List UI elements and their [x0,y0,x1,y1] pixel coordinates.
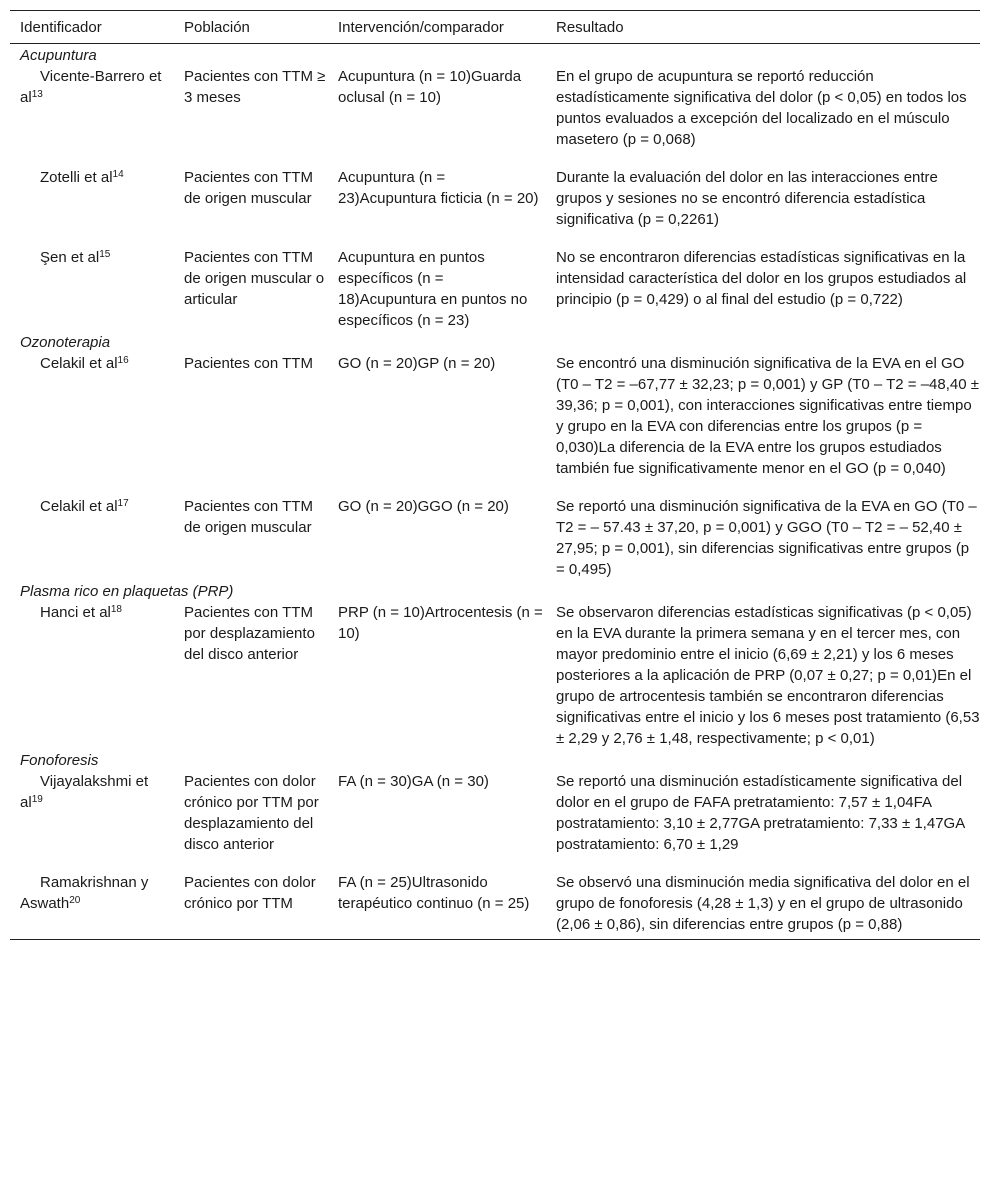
header-resultado: Resultado [546,11,980,44]
reference-number: 19 [31,794,43,805]
table-row [10,872,980,940]
result-cell: Se encontró una disminución significativa de la EVA en el GO (T0 – T2 = –67,77 ± 32,23; p = 0,001) y GP (T0 – T2 = –48,40 ± 39,36; p = 0,001), con interacciones significativas entre tiempo y grupo en la EVA con diferencias entre los grupos (p = 0,030)La diferencia de la EVA entre los grupos estudiados también fue significativamente menor en el GO (p = 0,040) [556,355,979,477]
population-cell: Pacientes con TTM de origen muscular o articular [184,249,325,308]
identifier-cell [10,872,174,940]
table-row [10,247,980,331]
category-row [10,580,980,602]
table-row [10,353,980,496]
reference-number: 16 [117,355,129,366]
header-intervencion: Intervención/comparador [328,11,546,44]
category-acupuntura: Acupuntura [20,47,97,64]
reference-number: 15 [99,249,111,260]
evidence-table [10,10,980,940]
result-cell: Se reportó una disminución estadísticamente significativa del dolor en el grupo de FAFA pretratamiento: 7,57 ± 1,04FA postratamiento: 3,10 ± 2,77GA pretratamiento: 7,33 ± 1,47GA postratamiento: 6,70 ± 1,29 [556,773,965,853]
population-cell: Pacientes con TTM ≥ 3 meses [184,68,326,106]
author-name: Ramakrishnan y Aswath [20,874,149,912]
intervention-cell: Acupuntura en puntos específicos (n = 18)Acupuntura en puntos no específicos (n = 23) [338,249,528,329]
result-cell: No se encontraron diferencias estadísticas significativas en la intensidad característica del dolor en los grupos estudiados al principio (p = 0,429) o al final del estudio (p = 0,722) [556,249,967,308]
author-name: Vijayalakshmi et al [20,773,149,811]
table-row [10,771,980,872]
reference-number: 18 [110,604,122,615]
table-row [10,66,980,167]
intervention-cell: Acupuntura (n = 10)Guarda oclusal (n = 10) [338,68,522,106]
identifier-cell [10,66,174,167]
result-cell: Se observaron diferencias estadísticas significativas (p < 0,05) en la EVA durante la primera semana y en el tercer mes, con mayor predominio entre el inicio (6,69 ± 2,21) y los 6 meses posteriores a la aplicación de PRP (0,07 ± 0,27; p = 0,01)En el grupo de artrocentesis también se encontraron diferencias significativas entre el inicio y los 6 meses post tratamiento (6,53 ± 2,29 y 2,76 ± 1,48, respectivamente; p < 0,01) [556,604,980,747]
result-cell: Durante la evaluación del dolor en las interacciones entre grupos y sesiones no se encontró diferencia estadística significativa (p = 0,2261) [556,169,938,228]
author-name: Vicente-Barrero et al [20,68,162,106]
category-fonoforesis: Fonoforesis [20,752,99,769]
identifier-cell [10,247,174,331]
intervention-cell: FA (n = 25)Ultrasonido terapéutico continuo (n = 25) [328,872,546,940]
identifier-cell [10,496,174,580]
reference-number: 20 [69,895,81,906]
identifier-cell [10,167,174,247]
category-row [10,749,980,771]
population-cell: Pacientes con TTM de origen muscular [184,169,313,207]
reference-number: 17 [117,498,129,509]
table-header [10,11,980,44]
result-cell: En el grupo de acupuntura se reportó reducción estadísticamente significativa del dolor (p < 0,05) en todos los puntos evaluados a excepción del localizado en el músculo masetero (p = 0,068) [556,68,967,148]
author-name: Hanci et al [40,604,111,621]
table-row [10,167,980,247]
table-row [10,496,980,580]
intervention-cell: PRP (n = 10)Artrocentesis (n = 10) [338,604,543,642]
intervention-cell: GO (n = 20)GP (n = 20) [338,355,496,372]
header-poblacion: Población [174,11,328,44]
intervention-cell: GO (n = 20)GGO (n = 20) [338,498,509,515]
reference-number: 13 [31,89,43,100]
category-row [10,331,980,353]
author-name: Zotelli et al [40,169,113,186]
identifier-cell [10,602,174,749]
identifier-cell [10,353,174,496]
category-prp: Plasma rico en plaquetas (PRP) [20,583,234,600]
population-cell: Pacientes con TTM por desplazamiento del disco anterior [184,604,315,663]
result-cell: Se observó una disminución media significativa del dolor en el grupo de fonoforesis (4,28 ± 1,3) y en el grupo de ultrasonido (2,06 ± 0,86), sin diferencias entre grupos (p = 0,88) [546,872,980,940]
table-row [10,602,980,749]
category-ozonoterapia: Ozonoterapia [20,334,111,351]
reference-number: 14 [112,169,124,180]
author-name: Celakil et al [40,498,118,515]
author-name: Celakil et al [40,355,118,372]
header-identificador: Identificador [10,11,174,44]
population-cell: Pacientes con TTM de origen muscular [184,498,313,536]
population-cell: Pacientes con TTM [184,355,313,372]
result-cell: Se reportó una disminución significativa de la EVA en GO (T0 – T2 = – 57.43 ± 37,20, p = 0,001) y GGO (T0 – T2 = – 52,40 ± 27,95; p = 0,001), sin diferencias significativas entre grupos (p = 0,495) [556,498,977,578]
category-row [10,44,980,67]
author-name: Şen et al [40,249,100,266]
intervention-cell: Acupuntura (n = 23)Acupuntura ficticia (n = 20) [338,169,539,207]
population-cell: Pacientes con dolor crónico por TTM [174,872,328,940]
intervention-cell: FA (n = 30)GA (n = 30) [338,773,489,790]
population-cell: Pacientes con dolor crónico por TTM por desplazamiento del disco anterior [184,773,319,853]
identifier-cell [10,771,174,872]
